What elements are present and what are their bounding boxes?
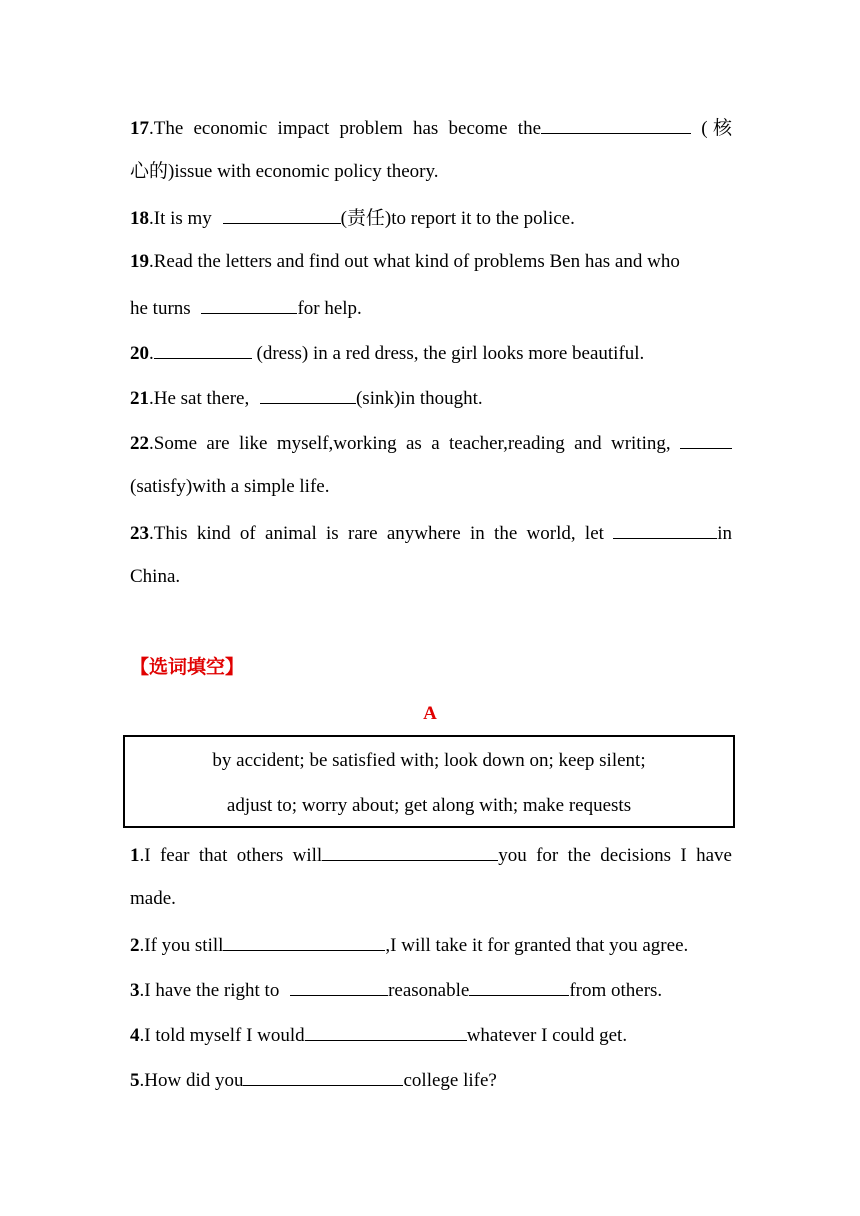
question-number: 20 bbox=[130, 343, 149, 364]
question-number: 18 bbox=[130, 208, 149, 229]
answer-blank[interactable] bbox=[201, 295, 297, 314]
answer-blank[interactable] bbox=[154, 340, 252, 359]
question-text-after: (核 bbox=[691, 118, 732, 139]
question-text-after: for help. bbox=[297, 298, 362, 319]
answer-blank[interactable] bbox=[260, 385, 356, 404]
question-4 bbox=[130, 1022, 732, 1048]
question-18 bbox=[130, 205, 732, 231]
section-label: A bbox=[423, 703, 437, 724]
word-bank-line-1: by accident; be satisfied with; look down on; keep silent; bbox=[212, 750, 646, 771]
question-text: China. bbox=[130, 566, 181, 587]
answer-blank[interactable] bbox=[469, 977, 569, 996]
answer-blank[interactable] bbox=[305, 1022, 467, 1041]
question-19-line-2 bbox=[130, 295, 732, 321]
question-text: .I have the right to bbox=[139, 980, 285, 1001]
answer-blank[interactable] bbox=[613, 520, 717, 539]
question-number: 21 bbox=[130, 388, 149, 409]
question-text: .How did you bbox=[139, 1070, 244, 1091]
question-text: .I fear that others will bbox=[139, 845, 323, 866]
question-text-after: in bbox=[717, 523, 732, 544]
question-text: .I told myself I would bbox=[139, 1025, 305, 1046]
question-22-line-1 bbox=[130, 430, 732, 456]
question-text: .He sat there, bbox=[149, 388, 254, 409]
question-text-after: (责任)to report it to the police. bbox=[340, 208, 575, 229]
question-number: 2 bbox=[130, 935, 140, 956]
question-17-line-1 bbox=[130, 115, 732, 141]
word-bank-box bbox=[123, 735, 735, 828]
question-5 bbox=[130, 1067, 732, 1093]
question-number: 22 bbox=[130, 433, 149, 454]
question-number: 1 bbox=[130, 845, 140, 866]
question-text-after: you for the decisions I have bbox=[498, 845, 732, 866]
answer-blank[interactable] bbox=[223, 932, 385, 951]
question-text-after: (sink)in thought. bbox=[355, 388, 483, 409]
question-text: .If you still bbox=[139, 935, 224, 956]
question-number: 3 bbox=[130, 980, 140, 1001]
question-text: .It is my bbox=[149, 208, 217, 229]
question-number: 5 bbox=[130, 1070, 140, 1091]
question-text: .The economic impact problem has become the bbox=[149, 118, 542, 139]
question-23-line-2 bbox=[130, 565, 732, 589]
question-text: .Read the letters and find out what kind of problems Ben has and who bbox=[149, 251, 680, 272]
question-number: 19 bbox=[130, 251, 149, 272]
question-20 bbox=[130, 340, 732, 366]
question-text: .Some are like myself,working as a teacher,reading and writing, bbox=[149, 433, 680, 454]
question-text-mid: reasonable bbox=[388, 980, 470, 1001]
answer-blank[interactable] bbox=[680, 430, 732, 449]
question-number: 17 bbox=[130, 118, 149, 139]
answer-blank[interactable] bbox=[223, 205, 341, 224]
question-21 bbox=[130, 385, 732, 411]
question-23-line-1 bbox=[130, 520, 732, 546]
answer-blank[interactable] bbox=[541, 115, 691, 134]
question-text-after: from others. bbox=[569, 980, 663, 1001]
question-2 bbox=[130, 932, 732, 958]
question-text-after: ,I will take it for granted that you agree. bbox=[385, 935, 689, 956]
question-text: he turns bbox=[130, 298, 196, 319]
question-text-after: (dress) in a red dress, the girl looks more beautiful. bbox=[251, 343, 645, 364]
answer-blank[interactable] bbox=[322, 842, 498, 861]
question-text: 心的)issue with economic policy theory. bbox=[130, 161, 439, 182]
answer-blank[interactable] bbox=[243, 1067, 403, 1086]
question-number: 23 bbox=[130, 523, 149, 544]
word-bank-line-2: adjust to; worry about; get along with; make requests bbox=[226, 795, 632, 816]
question-text-after: college life? bbox=[403, 1070, 497, 1091]
question-1-line-2 bbox=[130, 887, 732, 911]
question-text: . bbox=[149, 343, 154, 364]
question-17-line-2 bbox=[130, 160, 732, 184]
question-1-line-1 bbox=[130, 842, 732, 868]
question-text: (satisfy)with a simple life. bbox=[130, 476, 330, 497]
section-heading: 【选词填空】 bbox=[130, 656, 245, 678]
question-22-line-2 bbox=[130, 475, 732, 499]
question-text: .This kind of animal is rare anywhere in the world, let bbox=[149, 523, 614, 544]
question-19-line-1 bbox=[130, 250, 732, 274]
question-3 bbox=[130, 977, 732, 1003]
answer-blank[interactable] bbox=[290, 977, 388, 996]
question-text-after: whatever I could get. bbox=[466, 1025, 628, 1046]
question-number: 4 bbox=[130, 1025, 140, 1046]
question-text: made. bbox=[130, 888, 176, 909]
